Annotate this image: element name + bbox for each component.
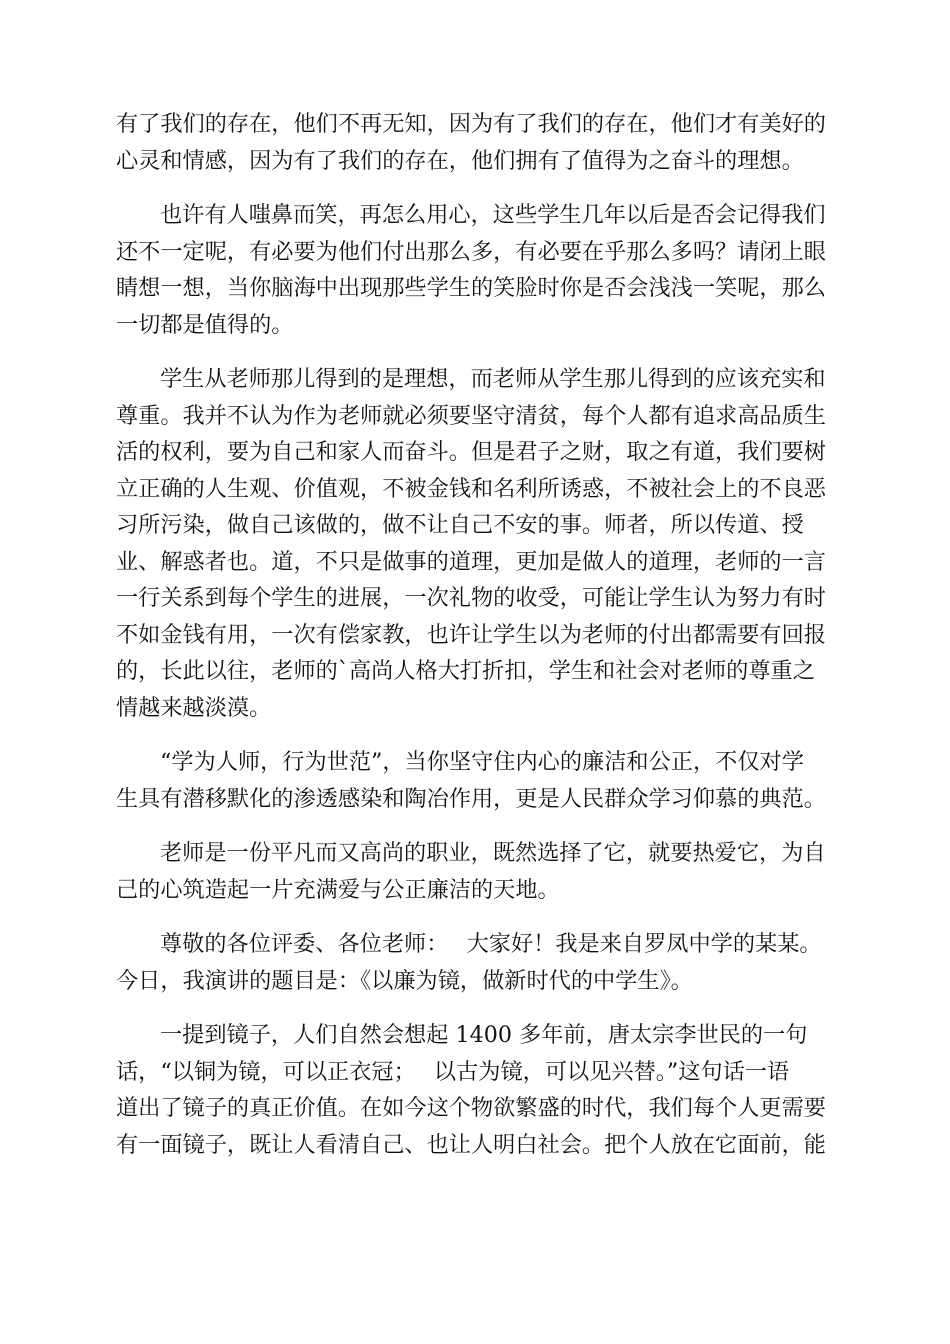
text-line: 有了我们的存在，他们不再无知，因为有了我们的存在，他们才有美好的 <box>116 111 826 137</box>
text-line: 今日，我演讲的题目是：《以廉为镜，做新时代的中学生》。 <box>116 967 693 994</box>
text-line: 一行关系到每个学生的进展，一次礼物的收受，可能让学生认为努力有时 <box>116 585 826 611</box>
text-line: 心灵和情感，因为有了我们的存在，他们拥有了值得为之奋斗的理想。 <box>116 147 804 174</box>
text-line: 立正确的人生观、价值观，不被金钱和名利所诱惑，不被社会上的不良恶 <box>116 475 826 502</box>
text-line: 学生从老师那儿得到的是理想，而老师从学生那儿得到的应该充实和 <box>160 366 826 392</box>
paragraph-1 <box>116 106 830 179</box>
text-line: “学为人师，行为世范”，当你坚守住内心的廉洁和公正，不仅对学 <box>160 749 804 775</box>
paragraph-7 <box>116 1017 830 1163</box>
text-line: 己的心筑造起一片充满爱与公正廉洁的天地。 <box>116 876 560 903</box>
text-line: 不如金钱有用，一次有偿家教，也许让学生以为老师的付出都需要有回报 <box>116 621 826 648</box>
paragraph-5 <box>116 835 830 908</box>
text-line: 道出了镜子的真正价值。在如今这个物欲繁盛的时代，我们每个人更需要 <box>116 1095 826 1121</box>
text-line: 尊重。我并不认为作为老师就必须要坚守清贫，每个人都有追求高品质生 <box>116 402 826 429</box>
paragraph-6 <box>116 926 830 999</box>
paragraph-2 <box>116 197 830 343</box>
text-line: 习所污染，做自己该做的，做不让自己不安的事。师者，所以传道、授 <box>116 512 804 538</box>
text-line: 也许有人嗤鼻而笑，再怎么用心，这些学生几年以后是否会记得我们 <box>160 202 826 228</box>
text-line: 有一面镜子，既让人看清自己、也让人明白社会。把个人放在它面前，能 <box>116 1131 826 1158</box>
text-line: 情越来越淡漠。 <box>116 694 272 721</box>
text-line: 老师是一份平凡而又高尚的职业，既然选择了它，就要热爱它，为自 <box>160 840 826 866</box>
text-line: 还不一定呢，有必要为他们付出那么多，有必要在乎那么多吗？请闭上眼 <box>116 238 826 265</box>
text-line: 睛想一想，当你脑海中出现那些学生的笑脸时你是否会浅浅一笑呢，那么 <box>116 275 826 301</box>
text-line: 话，“以铜为镜，可以正衣冠； 以古为镜，可以见兴替。”这句话一语 <box>116 1058 790 1085</box>
text-line: 业、解惑者也。道，不只是做事的道理，更加是做人的道理，老师的一言 <box>116 548 826 575</box>
text-line: 生具有潜移默化的渗透感染和陶冶作用，更是人民群众学习仰慕的典范。 <box>116 785 826 812</box>
text-line: 一提到镜子，人们自然会想起 1400 多年前，唐太宗李世民的一句 <box>160 1022 808 1048</box>
paragraph-3 <box>116 361 830 726</box>
text-line: 一切都是值得的。 <box>116 311 294 338</box>
text-line: 的，长此以往，老师的`高尚人格大打折扣，学生和社会对老师的尊重之 <box>116 658 815 684</box>
text-line: 尊敬的各位评委、各位老师： 大家好！我是来自罗凤中学的某某。 <box>160 931 822 957</box>
paragraph-4 <box>116 744 830 817</box>
text-line: 活的权利，要为自己和家人而奋斗。但是君子之财，取之有道，我们要树 <box>116 439 826 465</box>
document-page <box>116 106 830 1181</box>
